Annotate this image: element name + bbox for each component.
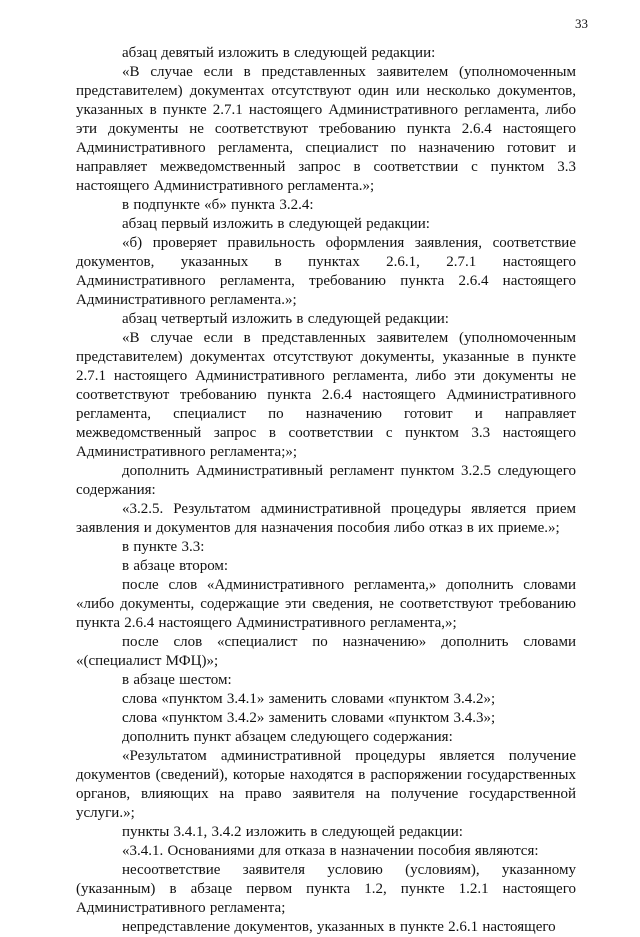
paragraph-13: после слов «специалист по назначению» дополнить словами «(специалист МФЦ)»;	[76, 634, 576, 669]
paragraph-18: «Результатом административной процедуры является получение документов (сведений), которые находятся в распоряжении государственных органов, влияющих на право заявителя на получение государственной услуги.»;	[76, 748, 576, 821]
paragraph-4: абзац первый изложить в следующей редакции:	[122, 216, 430, 232]
paragraph-21: несоответствие заявителя условию (условиям), указанному (указанным) в абзаце первом пункта 1.2, пункте 1.2.1 настоящего Административного регламента;	[76, 862, 576, 916]
paragraph-3: в подпункте «б» пункта 3.2.4:	[122, 197, 314, 213]
paragraph-19: пункты 3.4.1, 3.4.2 изложить в следующей редакции:	[122, 824, 463, 840]
paragraph-8: дополнить Административный регламент пунктом 3.2.5 следующего содержания:	[76, 463, 576, 498]
paragraph-12: после слов «Административного регламента,» дополнить словами «либо документы, содержащие эти сведения, не соответствуют требованию пункта 2.6.4 настоящего Административного регламента,»;	[76, 577, 576, 631]
paragraph-5: «б) проверяет правильность оформления заявления, соответствие документов, указанных в пунктах 2.6.1, 2.7.1 настоящего Административного регламента, требованию пункта 2.6.4 настоящего Административного регламента.»;	[76, 235, 576, 308]
paragraph-14: в абзаце шестом:	[122, 672, 232, 688]
paragraph-10: в пункте 3.3:	[122, 539, 205, 555]
paragraph-2: «В случае если в представленных заявителем (уполномоченным представителем) документах отсутствуют один или несколько документов, указанных в пункте 2.7.1 настоящего Административного регламента, либо эти документы не соответствуют требованию пункта 2.6.4 настоящего Административного регламента, специалист по назначению готовит и направляет межведомственный запрос в соответствии с пунктом 3.3 настоящего Административного регламента.»;	[76, 64, 576, 194]
paragraph-16: слова «пунктом 3.4.2» заменить словами «пунктом 3.4.3»;	[122, 710, 496, 726]
paragraph-6: абзац четвертый изложить в следующей редакции:	[122, 311, 449, 327]
page-number: 33	[575, 16, 588, 31]
paragraph-1: абзац девятый изложить в следующей редакции:	[122, 45, 436, 61]
paragraph-20: «3.4.1. Основаниями для отказа в назначении пособия являются:	[122, 843, 539, 859]
paragraph-22: непредставление документов, указанных в пункте 2.6.1 настоящего	[122, 919, 556, 935]
paragraph-9: «3.2.5. Результатом административной процедуры является прием заявления и документов для назначения пособия либо отказ в их приеме.»;	[76, 501, 576, 536]
paragraph-7: «В случае если в представленных заявителем (уполномоченным представителем) документах отсутствуют документы, указанные в пункте 2.7.1 настоящего Административного регламента, либо эти документы не соответствуют требованию пункта 2.6.4 настоящего Административного регламента, специалист по назначению готовит и направляет межведомственный запрос в соответствии с пунктом 3.3 настоящего Административного регламента;»;	[76, 330, 576, 460]
paragraph-17: дополнить пункт абзацем следующего содержания:	[122, 729, 453, 745]
document-body	[76, 44, 576, 937]
paragraph-15: слова «пунктом 3.4.1» заменить словами «пунктом 3.4.2»;	[122, 691, 496, 707]
paragraph-11: в абзаце втором:	[122, 558, 229, 574]
